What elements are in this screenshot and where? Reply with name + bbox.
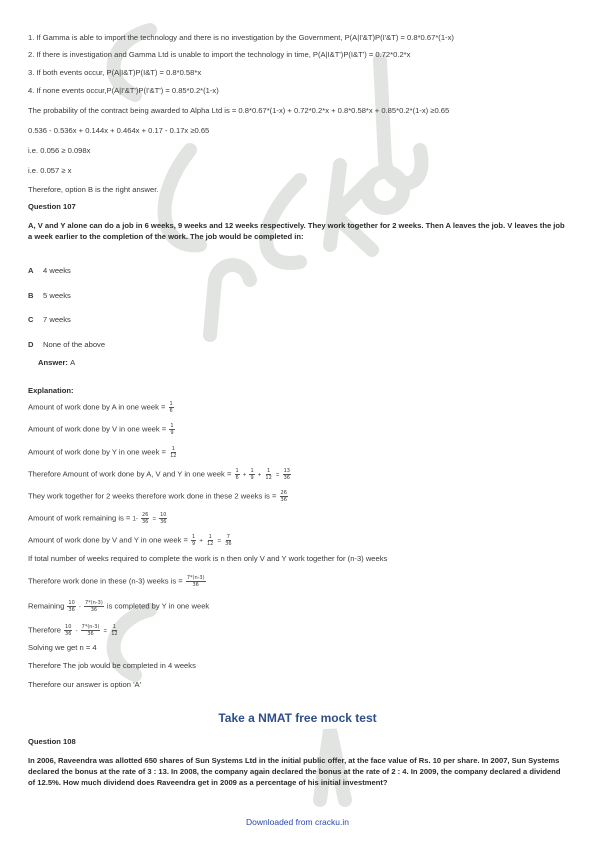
denominator: 36	[192, 582, 199, 588]
denominator: 9	[192, 541, 196, 547]
numerator: 10	[68, 600, 75, 606]
calc-line-7: i.e. 0.056 ≥ 0.098x	[28, 146, 91, 155]
numerator: 1	[250, 468, 254, 474]
explanation-text: Remaining	[28, 601, 67, 611]
option-text: 7 weeks	[43, 315, 71, 324]
explanation-heading: Explanation:	[28, 386, 74, 395]
denominator: 36	[68, 607, 75, 613]
fraction	[280, 490, 288, 503]
explanation-line-10	[28, 600, 209, 613]
numerator: 10	[160, 512, 167, 518]
calc-line-6: 0.536 - 0.536x + 0.144x + 0.464x + 0.17 - 0.17x ≥0.65	[28, 126, 210, 135]
explanation-text: Amount of work remaining is =	[28, 513, 133, 523]
numerator: 10	[65, 624, 72, 630]
explanation-line-6	[28, 512, 168, 525]
fraction	[186, 575, 206, 588]
denominator: 9	[170, 430, 174, 436]
option-b[interactable]	[28, 291, 71, 300]
fraction	[235, 468, 240, 481]
operator: =	[217, 538, 222, 545]
operator: -	[75, 628, 78, 635]
fraction	[84, 600, 104, 613]
explanation-text: Amount of work done by V and Y in one week =	[28, 535, 191, 545]
explanation-line-11	[28, 624, 120, 637]
option-text: 5 weeks	[43, 291, 71, 300]
operator: -	[78, 604, 81, 611]
option-c[interactable]	[28, 315, 71, 324]
denominator: 36	[283, 475, 290, 481]
denominator: 12	[207, 541, 214, 547]
footer-download-link[interactable]: Downloaded from cracku.in	[246, 817, 349, 827]
fraction	[169, 446, 177, 459]
fraction	[249, 468, 254, 481]
numerator: 7*(n-3)	[85, 600, 103, 606]
calc-line-5: The probability of the contract being awarded to Alpha Ltd is = 0.8*0.67*(1-x) + 0.72*0.2*x + 0.8*0.58*x + 0.85*0.2*(1-x) ≥0.65	[28, 106, 450, 115]
fraction	[264, 468, 272, 481]
explanation-line-13: Therefore The job would be completed in 4 weeks	[28, 661, 196, 670]
operator: +	[242, 472, 247, 479]
denominator: 36	[90, 607, 98, 613]
question-108-heading: Question 108	[28, 737, 76, 746]
explanation-text: Amount of work done by Y in one week =	[28, 447, 169, 457]
fraction	[169, 401, 174, 414]
numerator: 7	[226, 534, 230, 540]
numerator: 13	[283, 468, 290, 474]
numerator: 1	[267, 468, 271, 474]
numerator: 7*(n-3)	[186, 575, 205, 581]
explanation-text: Amount of work done by A in one week =	[28, 402, 168, 412]
operator: =	[275, 472, 280, 479]
denominator: 6	[235, 475, 239, 481]
fraction	[224, 534, 232, 547]
explanation-line-14: Therefore our answer is option 'A'	[28, 680, 142, 689]
numerator: 1	[169, 401, 173, 407]
explanation-line-4	[28, 468, 292, 481]
explanation-line-8: If total number of weeks required to complete the work is n then only V and Y work together for (n-3) weeks	[28, 554, 388, 563]
fraction	[159, 512, 167, 525]
explanation-text: Therefore	[28, 625, 64, 635]
option-key: D	[28, 340, 34, 349]
denominator: 12	[170, 453, 177, 459]
fraction	[169, 423, 174, 436]
option-key: C	[28, 315, 34, 324]
option-key: B	[28, 291, 34, 300]
denominator: 12	[265, 475, 272, 481]
calc-conclusion: Therefore, option B is the right answer.	[28, 185, 159, 194]
numerator: 7*(n-3)	[81, 624, 100, 630]
option-d[interactable]	[28, 340, 105, 349]
explanation-line-12: Solving we get n = 4	[28, 643, 97, 652]
explanation-line-9	[28, 575, 207, 588]
explanation-text: They work together for 2 weeks therefore work done in these 2 weeks is =	[28, 491, 279, 501]
denominator: 36	[280, 497, 287, 503]
calc-line-1: 1. If Gamma is able to import the technology and there is no investigation by the Government, P(A|I'&T)P(I'&T) = 0.8*0.67*(1-x)	[28, 33, 454, 42]
denominator: 6	[169, 408, 173, 414]
operator: =	[152, 516, 156, 523]
fraction	[110, 624, 118, 637]
question-108-text: In 2006, Raveendra was allotted 650 shares of Sun Systems Ltd in the initial public offer, at the face value of Rs. 10 per share. In 2007, Sun Systems declared the bonus at the rate of 3 : 13. In 2008, the company again declared the bonus at the rate of 2 : 4. In 2009, the company declared a dividend of 12.5%. How much dividend does Raveendra get in 2009 as a percentage of his initial investment?	[28, 756, 561, 787]
numerator: 1	[208, 534, 212, 540]
mock-test-link[interactable]: Take a NMAT free mock test	[218, 711, 377, 725]
question-107-heading: Question 107	[28, 202, 76, 211]
explanation-line-7	[28, 534, 234, 547]
explanation-line-2	[28, 423, 176, 436]
question-107-text: A, V and Y alone can do a job in 6 weeks, 9 weeks and 12 weeks respectively. They work together for 2 weeks. Then A leaves the job. V leaves the job a week earlier to the completion of the work. The job would be completed in:	[28, 221, 565, 241]
explanation-line-5	[28, 490, 289, 503]
explanation-text: Therefore work done in these (n-3) weeks is =	[28, 576, 185, 586]
option-key: A	[28, 266, 34, 275]
fraction	[64, 624, 72, 637]
denominator: 12	[111, 631, 118, 637]
denominator: 36	[225, 541, 232, 547]
numerator: 1	[112, 624, 116, 630]
operator: +	[199, 538, 203, 545]
denominator: 36	[65, 631, 72, 637]
operator: =	[103, 628, 108, 635]
option-a[interactable]	[28, 266, 71, 275]
numerator: 26	[280, 490, 287, 496]
watermark-r	[210, 265, 250, 335]
calc-line-3: 3. If both events occur, P(A|I&T)P(I&T) = 0.8*0.58*x	[28, 68, 202, 77]
explanation-text: Therefore Amount of work done by A, V and Y in one week =	[28, 469, 234, 479]
fraction	[206, 534, 214, 547]
fraction	[67, 600, 75, 613]
option-text: None of the above	[43, 340, 106, 349]
numerator: 1	[192, 534, 196, 540]
operator: 1-	[132, 516, 138, 523]
numerator: 26	[141, 512, 149, 518]
fraction	[81, 624, 101, 637]
option-text: 4 weeks	[43, 266, 71, 275]
explanation-line-3	[28, 446, 178, 459]
explanation-text: is completed by Y in one week	[106, 601, 210, 611]
fraction	[191, 534, 196, 547]
answer-label: Answer:	[38, 358, 71, 367]
fraction	[283, 468, 291, 481]
denominator: 9	[250, 475, 254, 481]
fraction	[141, 512, 149, 525]
denominator: 36	[87, 631, 94, 637]
calc-line-2: 2. If there is investigation and Gamma Ltd is unable to import the technology in time, P(A|I&T')P(I&T') = 0.72*0.2*x	[28, 50, 411, 59]
numerator: 1	[235, 468, 239, 474]
calc-line-4: 4. If none events occur,P(A|I'&T')P(I'&T') = 0.85*0.2*(1-x)	[28, 86, 219, 95]
watermark-o	[367, 172, 403, 208]
answer-value: A	[70, 358, 76, 367]
operator: +	[257, 472, 262, 479]
explanation-line-1	[28, 401, 175, 414]
numerator: 1	[171, 446, 175, 452]
denominator: 36	[141, 519, 149, 525]
numerator: 1	[170, 423, 174, 429]
watermark-u	[380, 60, 422, 183]
answer-line	[38, 358, 75, 367]
denominator: 36	[160, 519, 167, 525]
calc-line-8: i.e. 0.057 ≥ x	[28, 166, 72, 175]
explanation-text: Amount of work done by V in one week =	[28, 424, 169, 434]
